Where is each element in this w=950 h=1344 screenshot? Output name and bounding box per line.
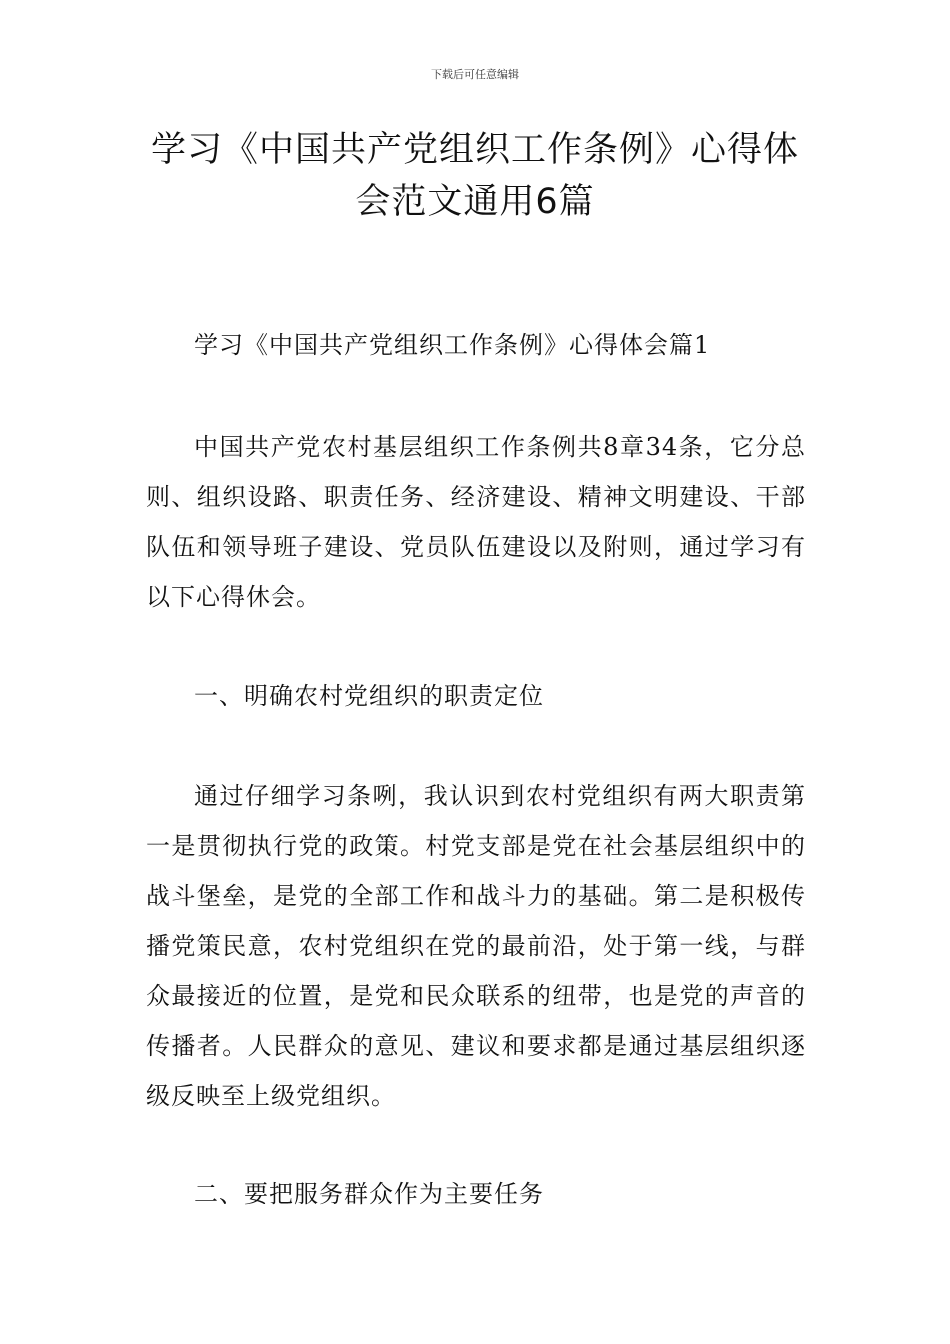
title-line-1: 学习《中国共产党组织工作条例》心得体 — [150, 130, 799, 170]
heading-1: 一、明确农村党组织的职责定位 — [194, 682, 544, 710]
section-title: 学习《中国共产党组织工作条例》心得体会篇1 — [194, 331, 711, 359]
heading-2: 二、要把服务群众作为主要任务 — [194, 1180, 544, 1208]
heading-2-block — [146, 1169, 806, 1219]
document-title — [100, 124, 850, 228]
title-line-2: 会范文通用6篇 — [355, 182, 595, 222]
intro-block — [146, 422, 806, 622]
section-title-block — [146, 320, 806, 370]
intro-paragraph: 中国共产党农村基层组织工作条例共8章34条，它分总则、组织设路、职责任务、经济建设、精神文明建设、干部队伍和领导班子建设、党员队伍建设以及附则，通过学习有以下心得休会。 — [146, 433, 806, 611]
paragraph-1: 通过仔细学习条咧，我认识到农村党组织有两大职责第一是贯彻执行党的政策。村党支部是党在社会基层组织中的战斗堡垒，是党的全部工作和战斗力的基础。第二是积极传播党策民意，农村党组织在党的最前沿，处于第一线，与群众最接近的位置，是党和民众联系的纽带，也是党的声音的传播者。人民群众的意见、建议和要求都是通过基层组织逐级反映至上级党组织。 — [146, 782, 806, 1110]
heading-1-block — [146, 671, 806, 721]
paragraph-1-block — [146, 771, 806, 1121]
header-note: 下载后可任意编辑 — [431, 68, 519, 81]
